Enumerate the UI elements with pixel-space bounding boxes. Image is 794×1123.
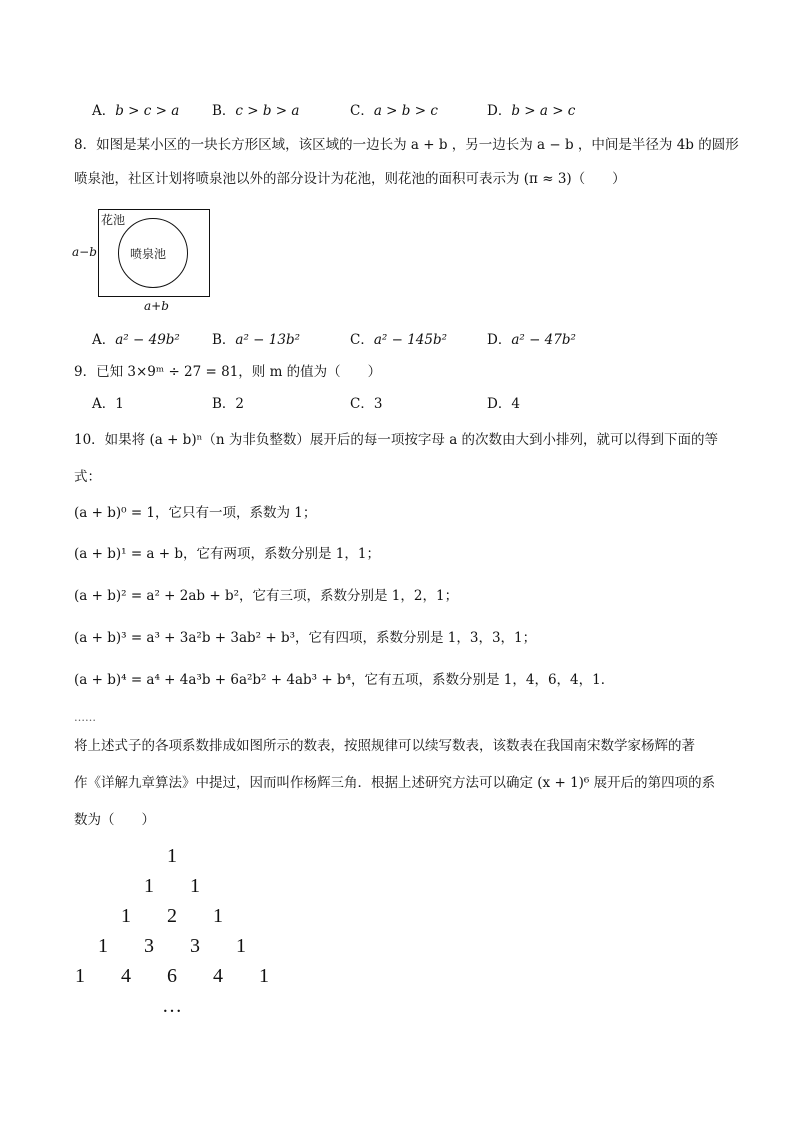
triangle-continuation: … bbox=[162, 995, 182, 1017]
side-left-label: a−b bbox=[72, 245, 97, 259]
equation-degree-2: (a + b)² = a² + 2ab + b²，它有三项，系数分别是 1，2，1； bbox=[74, 588, 459, 604]
q10-stem-line1: 10．如果将 (a + b)ⁿ（n 为非负整数）展开后的每一项按字母 a 的次数由大到小排列，就可以得到下面的等 bbox=[74, 432, 719, 448]
triangle-number: 6 bbox=[167, 965, 177, 987]
triangle-number: 2 bbox=[167, 905, 177, 927]
triangle-number: 4 bbox=[121, 965, 131, 987]
triangle-number: 1 bbox=[213, 905, 223, 927]
triangle-number: 1 bbox=[98, 935, 108, 957]
q7-option-c: C．a > b > c bbox=[350, 103, 438, 119]
q8-stem-line1: 8．如图是某小区的一块长方形区域，该区域的一边长为 a + b ，另一边长为 a − b ，中间是半径为 4b 的圆形 bbox=[74, 137, 739, 153]
q10-stem-line2: 式： bbox=[74, 469, 101, 485]
triangle-number: 1 bbox=[167, 845, 177, 867]
triangle-number: 1 bbox=[190, 875, 200, 897]
q8-option-b: B．a² − 13b² bbox=[212, 332, 301, 348]
q7-option-a: A．b > c > a bbox=[92, 103, 180, 119]
ellipsis: …… bbox=[74, 711, 96, 724]
q9-option-d: D．4 bbox=[487, 396, 520, 412]
q8-stem-line2: 喷泉池，社区计划将喷泉池以外的部分设计为花池，则花池的面积可表示为 (π ≈ 3)（ ） bbox=[74, 171, 626, 187]
q9-option-a: A．1 bbox=[92, 396, 124, 412]
triangle-number: 4 bbox=[213, 965, 223, 987]
fountain-label: 喷泉池 bbox=[130, 247, 167, 261]
triangle-number: 1 bbox=[121, 905, 131, 927]
equation-degree-4: (a + b)⁴ = a⁴ + 4a³b + 6a²b² + 4ab³ + b⁴，它有五项，系数分别是 1，4，6，4，1． bbox=[74, 672, 615, 688]
q10-paragraph-line2: 作《详解九章算法》中提过，因而叫作杨辉三角．根据上述研究方法可以确定 (x + 1)⁶ 展开后的第四项的系 bbox=[74, 775, 716, 791]
q10-paragraph-line3: 数为（ ） bbox=[74, 812, 155, 828]
q9-stem: 9．已知 3×9ᵐ ÷ 27 = 81，则 m 的值为（ ） bbox=[74, 364, 382, 380]
q8-option-c: C．a² − 145b² bbox=[350, 332, 448, 348]
q10-paragraph-line1: 将上述式子的各项系数排成如图所示的数表，按照规律可以续写数表，该数表在我国南宋数学家杨辉的著 bbox=[74, 738, 695, 754]
q7-option-b: B．c > b > a bbox=[212, 103, 300, 119]
q9-option-b: B．2 bbox=[212, 396, 245, 412]
q7-option-d: D．b > a > c bbox=[487, 103, 576, 119]
triangle-number: 1 bbox=[144, 875, 154, 897]
triangle-number: 1 bbox=[75, 965, 85, 987]
triangle-number: 3 bbox=[144, 935, 154, 957]
q8-option-a: A．a² − 49b² bbox=[92, 332, 180, 348]
flower-bed-label: 花池 bbox=[101, 213, 126, 227]
equation-degree-0: (a + b)⁰ = 1，它只有一项，系数为 1； bbox=[74, 505, 317, 521]
equation-degree-1: (a + b)¹ = a + b，它有两项，系数分别是 1，1； bbox=[74, 546, 380, 562]
q8-option-d: D．a² − 47b² bbox=[487, 332, 576, 348]
q8-figure bbox=[70, 206, 220, 316]
side-bottom-label: a+b bbox=[144, 299, 169, 313]
triangle-number: 1 bbox=[259, 965, 269, 987]
equation-degree-3: (a + b)³ = a³ + 3a²b + 3ab² + b³，它有四项，系数分别是 1，3，3，1； bbox=[74, 630, 537, 646]
triangle-number: 3 bbox=[190, 935, 200, 957]
triangle-number: 1 bbox=[236, 935, 246, 957]
q9-option-c: C．3 bbox=[350, 396, 383, 412]
